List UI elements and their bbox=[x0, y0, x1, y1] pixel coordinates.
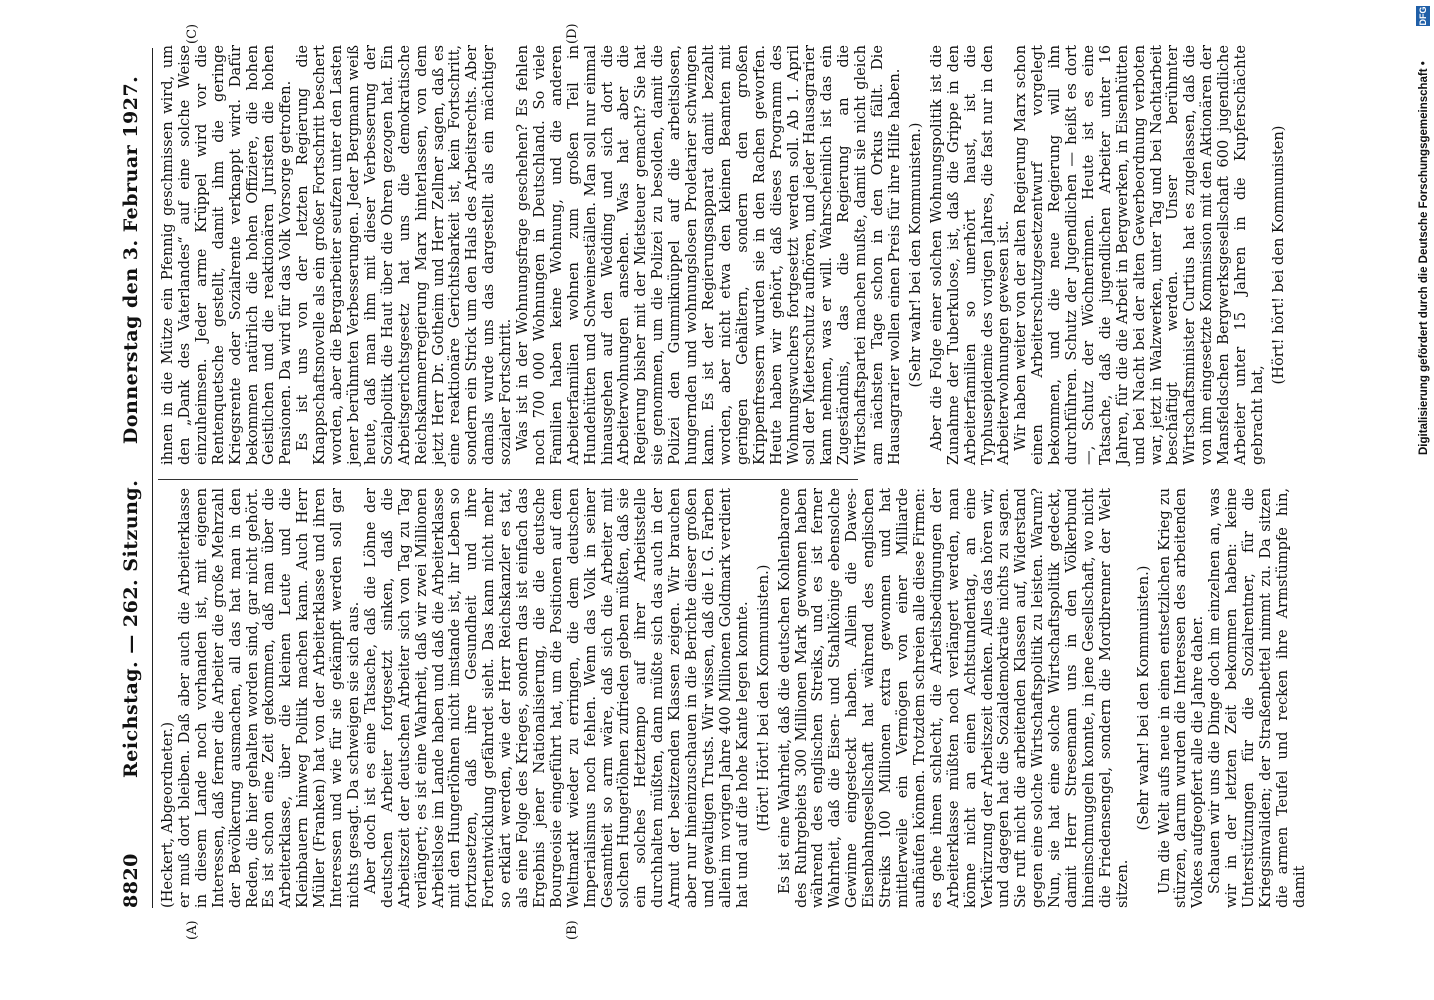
session-date: Donnerstag den 3. Februar 1927. bbox=[120, 75, 142, 445]
margin-marker-d: (D) bbox=[565, 23, 580, 44]
paragraph: Um die Welt aufs neue in einen entsetzlichen Krieg zu stürzen, darum wurden die Interessen des arbeitenden Volkes aufgeopfert alle die Jahre daher. bbox=[1155, 488, 1207, 908]
left-column bbox=[159, 488, 1308, 908]
session-title: Reichstag. — 262. Sitzung. bbox=[120, 479, 142, 778]
right-column bbox=[159, 45, 1287, 465]
margin-marker-c: (C) bbox=[185, 23, 200, 44]
interjection: (Sehr wahr! bei den Kommunisten.) bbox=[906, 122, 924, 388]
paragraph: Aber doch ist es eine Tatsache, daß die Löhne der deutschen Arbeiter fortgesetzt sinken, daß die Arbeitszeit der deutschen Arbeiter sich von Tag zu Tag verlängert; es ist eine Wahrheit, daß wir zwei Millionen Arbeitslose im Lande haben und daß die Arbeiterklasse mit den Hungerlöhnen nicht imstande ist, ihr Leben so fortzusetzen, daß ihre Gesundheit und ihre Fortentwicklung gefährdet sieht. Das kann nicht mehr so erklärt werden, wie der Herr Reichskanzler es tat, als eine Folge des Krieges, sondern das ist einfach das Ergebnis jener Nationalisierung, die die deutsche Bourgeoisie eingeführt hat, um die Positionen auf dem Weltmarkt wieder zu erringen, die dem deutschen Imperialismus noch fehlen. Wenn das Volk in seiner Gesamtheit so arm wäre, daß sich die Arbeiter mit solchen Hungerlöhnen zufrieden geben müßten, daß sie ein solches Hetztempo auf ihrer Arbeitsstelle durchhalten müßten, dann müßte sich das auch in der Armut der besitzenden Klassen zeigen. Wir brauchen aber nur hineinzuschauen in die Berichte dieser großen und gewaltigen Trusts. Wir wissen, daß die I. G. Farben allein im vorigen Jahre 400 Millionen Goldmark verdient hat und auf die hohe Kante legen konnte. bbox=[361, 488, 751, 908]
interjection: (Hört! hört! bei den Kommunisten) bbox=[1269, 125, 1287, 385]
paragraph: er muß dort bleiben. Daß aber auch die Arbeiterklasse in diesem Lande noch vorhanden ist, mit eigenen Interessen, daß ferner die Arbeiter die große Mehrzahl der Bevölkerung ausmachen, all das hat man in den Reden, die hier gehalten worden sind, gar nicht gehört. Es ist schon eine Zeit gekommen, daß man über die Arbeiterklasse, über die kleinen Leute und die Kleinbauern hinweg Politik machen kann. Auch Herr Müller (Franken) hat von der Arbeiterklasse und ihren Interessen und wie für sie gekämpft werden soll gar nichts gesagt. Da schweigen sie sich aus. bbox=[175, 488, 362, 908]
paragraph: (Heckert, Abgeordneter.) bbox=[159, 721, 176, 908]
running-title bbox=[120, 76, 142, 778]
page-number: 8820 bbox=[120, 853, 142, 908]
digitization-credit: Digitalisierung gefördert durch die Deutsche Forschungsgemeinschaft • bbox=[1418, 61, 1430, 455]
margin-marker-a: (A) bbox=[185, 920, 200, 940]
paragraph: Schauen wir uns die Dinge doch im einzelnen an, was wir in der letzten Zeit bekommen haben: keine Unterstützungen für die Sozialrentner, für die Kriegsinvaliden; der Straßenbettel nimmt zu. Da sitzen die armen Teufel und recken ihre Armstümpfe hin, damit bbox=[1206, 488, 1308, 908]
paragraph: Wir haben weiter von der alten Regierung Marx schon einen Arbeiterschutzgesetzentwurf vorgelegt bekommen, und die neue Regierung will ihn durchführen. Schutz der Jugendlichen — heißt es dort —, Schutz der Wöchnerinnen. Heute ist es eine Tatsache, daß die jugendlichen Arbeiter unter 16 Jahren, für die die Arbeit in Bergwerken, in Eisenhütten und bei Nacht bei der alten Gewerbeordnung verboten war, jetzt in Walzwerken, unter Tag und bei Nachtarbeit beschäftigt werden. Unser berühmter Wirtschaftsminister Curtius hat es zugelassen, daß die von ihm eingesetzte Kommission mit den Aktionären der Mansfeldschen Bergwerksgesellschaft 600 jugendliche Arbeiter unter 15 Jahren in die Kupferschächte gebracht hat, bbox=[1012, 45, 1266, 465]
paragraph: Was ist in der Wohnungsfrage geschehen? Es fehlen noch 700 000 Wohnungen in Deutschland. So viele Familien haben keine Wohnung, und die anderen Arbeiterfamilien wohnen zum großen Teil in Hundehütten und Schweineställen. Man soll nur einmal hinausgehen auf den Wedding und sich dort die Arbeiterwohnungen ansehen. Was hat aber die Regierung bisher mit der Mietsteuer gemacht? Sie hat sie genommen, um die Polizei zu besolden, damit die Polizei den Gummiknüppel auf die arbeitslosen, hungernden und wohnungslosen Proletarier schwingen kann. Es ist der Regierungsapparat damit bezahlt worden, aber nicht etwa den kleinen Beamten mit geringen Gehältern, sondern den großen Krippenfressern wurden sie in den Rachen geworfen. Heute haben wir gehört, daß dieses Programm des Wohnungswuchers fortgesetzt werden soll. Ab 1. April soll der Mieterschutz aufhören, und jeder Hausagrarier kann nehmen, was er will. Wahrscheinlich ist das ein Zugeständnis, das die Regierung an die Wirtschaftspartei machen mußte, damit sie nicht gleich am nächsten Tage schon in den Orkus fällt. Die Hausagrarier wollen einen Preis für ihre Hilfe haben. bbox=[514, 45, 903, 465]
page-header bbox=[120, 48, 150, 908]
dfg-logo: DFG bbox=[1418, 6, 1428, 26]
column-divider bbox=[158, 479, 858, 480]
header-rule bbox=[152, 48, 153, 908]
interjection: (Hört! Hört! bei den Kommunisten.) bbox=[754, 564, 772, 832]
margin-marker-b: (B) bbox=[565, 920, 580, 940]
interjection: (Sehr wahr! bei den Kommunisten.) bbox=[1134, 565, 1152, 831]
paragraph: Aber die Folge einer solchen Wohnungspolitik ist die Zunahme der Tuberkulose, ist, daß die Grippe in den Arbeiterfamilien so unerhört haust, ist die Typhusepidemie des vorigen Jahres, die fast nur in den Arbeiterwohnungen gewesen ist. bbox=[927, 45, 1013, 465]
paragraph: Es ist eine Wahrheit, daß die deutschen Kohlenbarone des Ruhrgebiets 300 Millionen Mark gewonnen haben während des englischen Streiks, und es ist ferner Wahrheit, daß die Eisen- und Stahlkönige ebensolche Gewinne eingesteckt haben. Allein die Dawes-Eisenbahngesellschaft hat während des englischen Streiks 100 Millionen extra gewonnen und hat mittlerweile ein Vermögen von einer Milliarde aufhäufen können. Trotzdem schreien alle diese Firmen: es gehe ihnen schlecht, die Arbeitsbedingungen der Arbeiterklasse müßten noch verlängert werden, man könne nicht an einen Achtstundentag, an eine Verkürzung der Arbeitszeit denken. Alles das hören wir, und dagegen hat die Sozialdemokratie nichts zu sagen. Sie ruft nicht die arbeitenden Klassen auf, Widerstand gegen eine solche Wirtschaftspolitik zu leisten. Warum? Nun, sie hat eine solche Wirtschaftspolitik gedeckt, damit Herr Stresemann uns in den Völkerbund hineinschmuggeln konnte, in jene Gesellschaft, wo nicht die Friedensengel, sondern die Mordbrenner der Welt sitzen. bbox=[775, 488, 1131, 908]
paragraph: ihnen in die Mütze ein Pfennig geschmissen wird, um den „Dank des Vaterlandes“ auf eine solche Weise einzuheimsen. Jeder arme Krüppel wird vor die Rentenquetsche gestellt, damit ihm die geringe Kriegsrente oder Sozialrente verknappt wird. Dafür bekommen natürlich die hohen Offiziere, die hohen Geistlichen und die reaktionären Juristen die hohen Pensionen. Da wird für das Volk Vorsorge getroffen. bbox=[159, 45, 295, 465]
paragraph: Es ist uns von der letzten Regierung die Knappschaftsnovelle als ein großer Fortschritt beschert worden, aber die Bergarbeiter seufzen unter den Lasten jener berühmten Verbesserungen. Jeder Bergmann weiß heute, daß man ihm mit dieser Verbesserung der Sozialpolitik die Haut über die Ohren gezogen hat. Ein Arbeitsgerichtsgesetz hat uns die demokratische Reichskammerregierung Marx hinterlassen, von dem jetzt Herr Dr. Gotheim und Herr Zellner sagen, daß es eine reaktionäre Gerichtsbarkeit ist, kein Fortschritt, sondern ein Strick um den Hals des Arbeitsrechts. Aber damals wurde uns das dargestellt als ein mächtiger sozialer Fortschritt. bbox=[294, 45, 515, 465]
